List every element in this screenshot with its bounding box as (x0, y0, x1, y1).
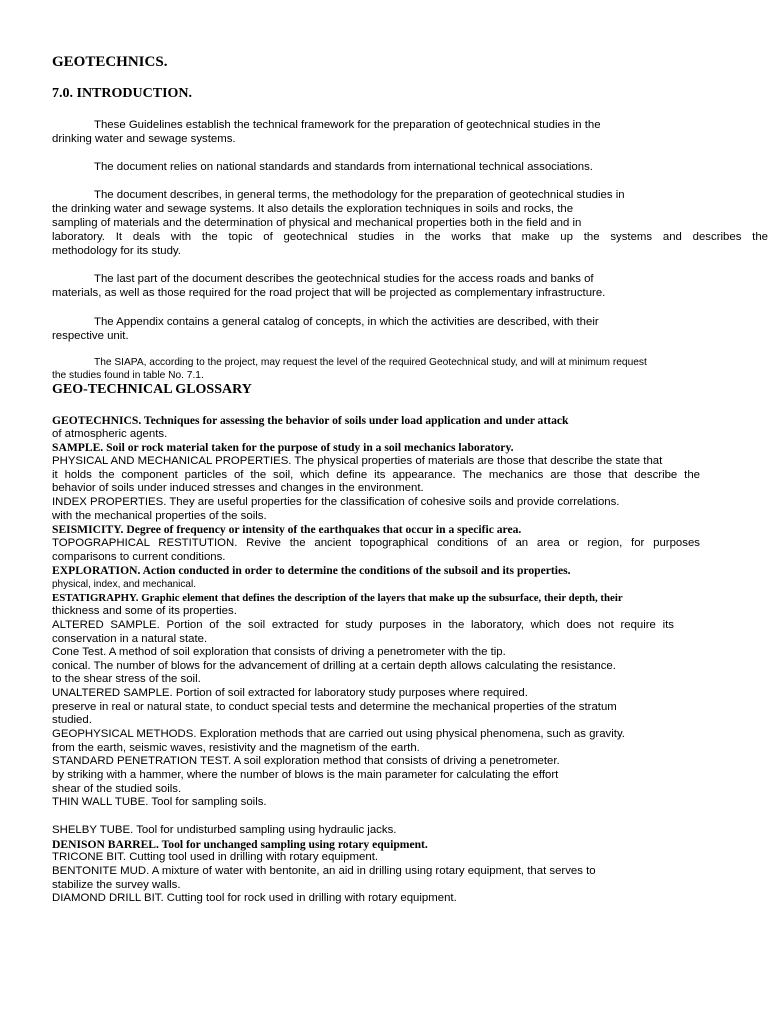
intro-paragraph-5 (52, 315, 768, 343)
intro-paragraph-4 (52, 272, 768, 300)
text-line: The document describes, in general terms, the methodology for the preparation of geotechnical studies in (94, 189, 625, 201)
glossary-term-line: GEOTECHNICS. Techniques for assessing the behavior of soils under load application and under attack (52, 414, 569, 427)
glossary-title: GEO-TECHNICAL GLOSSARY (52, 382, 252, 397)
text-line: The document relies on national standards and standards from international technical associations. (94, 161, 593, 173)
glossary-text-line: SHELBY TUBE. Tool for undisturbed sampling using hydraulic jacks. (52, 824, 397, 837)
glossary-text-line: TRICONE BIT. Cutting tool used in drilling with rotary equipment. (52, 851, 379, 864)
glossary-text-line: it holds the component particles of the soil, which define its appearance. The mechanics are those that describe the (52, 468, 700, 481)
glossary-list (52, 414, 702, 906)
glossary-text-line: preserve in real or natural state, to conduct special tests and determine the mechanical properties of the stratum (52, 700, 617, 713)
text-line: the drinking water and sewage systems. It also details the exploration techniques in soils and rocks, the (52, 203, 574, 215)
text-line: The last part of the document describes the geotechnical studies for the access roads and banks of (94, 273, 594, 285)
glossary-text-line: by striking with a hammer, where the number of blows is the main parameter for calculating the effort (52, 769, 559, 782)
document-title: GEOTECHNICS. (52, 54, 168, 70)
glossary-text-line: BENTONITE MUD. A mixture of water with bentonite, an aid in drilling using rotary equipment, that serves to (52, 865, 596, 877)
glossary-text-line: STANDARD PENETRATION TEST. A soil exploration method that consists of driving a penetrometer. (52, 755, 560, 768)
glossary-text-line: from the earth, seismic waves, resistivity and the magnetism of the earth. (52, 741, 420, 754)
glossary-term-line: SAMPLE. Soil or rock material taken for the purpose of study in a soil mechanics laboratory. (52, 441, 514, 455)
glossary-text-line: THIN WALL TUBE. Tool for sampling soils. (52, 796, 267, 809)
glossary-term-line: ESTATIGRAPHY. Graphic element that defines the description of the layers that make up the subsurface, their depth, their (52, 591, 623, 604)
glossary-term-line: DENISON BARREL. Tool for unchanged sampling using rotary equipment. (52, 837, 428, 851)
text-line: The Appendix contains a general catalog of concepts, in which the activities are described, with their (94, 316, 599, 328)
glossary-text-line: Cone Test. A method of soil exploration that consists of driving a penetrometer with the tip. (52, 646, 506, 659)
glossary-text-line: studied. (52, 714, 92, 727)
glossary-text-line: UNALTERED SAMPLE. Portion of soil extracted for laboratory study purposes where required. (52, 687, 528, 700)
glossary-text-line: stabilize the survey walls. (52, 878, 181, 891)
text-line: These Guidelines establish the technical framework for the preparation of geotechnical studies in the (94, 119, 601, 131)
text-line: respective unit. (52, 330, 129, 342)
glossary-text-line: of atmospheric agents. (52, 427, 168, 440)
glossary-text-line: DIAMOND DRILL BIT. Cutting tool for rock used in drilling with rotary equipment. (52, 892, 457, 905)
text-line: The SIAPA, according to the project, may request the level of the required Geotechnical study, and will at minimum request (94, 357, 647, 368)
intro-paragraph-1 (52, 118, 768, 146)
text-line: sampling of materials and the determination of physical and mechanical properties both in the field and in (52, 217, 582, 229)
glossary-text-line: INDEX PROPERTIES. They are useful properties for the classification of cohesive soils and provide correlations. (52, 495, 620, 508)
glossary-text-line: thickness and some of its properties. (52, 605, 237, 618)
text-line: materials, as well as those required for the road project that will be projected as complementary infrastructure. (52, 287, 606, 299)
text-line: the studies found in table No. 7.1. (52, 370, 204, 381)
intro-paragraph-3 (52, 188, 768, 258)
glossary-text-line: to the shear stress of the soil. (52, 673, 201, 686)
glossary-text-line: behavior of soils under induced stresses and changes in the environment. (52, 482, 424, 495)
glossary-text-line: GEOPHYSICAL METHODS. Exploration methods that are carried out using physical phenomena, such as gravity. (52, 728, 625, 741)
text-line: laboratory. It deals with the topic of geotechnical studies in the works that make up the systems and describes the (52, 231, 768, 243)
intro-paragraph-2 (52, 160, 768, 174)
glossary-text-line: shear of the studied soils. (52, 782, 182, 795)
intro-paragraph-6 (52, 356, 768, 382)
glossary-text-line: conical. The number of blows for the advancement of drilling at a certain depth allows calculating the resistance. (52, 659, 616, 672)
glossary-text-line: ALTERED SAMPLE. Portion of the soil extracted for study purposes in the laboratory, which does not require its (52, 618, 674, 631)
glossary-text-line: physical, index, and mechanical. (52, 578, 196, 590)
glossary-term-line: EXPLORATION. Action conducted in order to determine the conditions of the subsoil and its properties. (52, 564, 571, 578)
glossary-term-line: SEISMICITY. Degree of frequency or intensity of the earthquakes that occur in a specific area. (52, 523, 522, 537)
glossary-text-line: comparisons to current conditions. (52, 550, 226, 563)
glossary-text-line: with the mechanical properties of the soils. (52, 509, 267, 522)
section-heading: 7.0. INTRODUCTION. (52, 86, 193, 101)
text-line: methodology for its study. (52, 245, 181, 257)
spacer (52, 810, 702, 824)
text-line: drinking water and sewage systems. (52, 133, 236, 145)
glossary-text-line: TOPOGRAPHICAL RESTITUTION. Revive the ancient topographical conditions of an area or region, for purposes (52, 536, 700, 549)
glossary-text-line: PHYSICAL AND MECHANICAL PROPERTIES. The physical properties of materials are those that describe the state that (52, 454, 663, 467)
glossary-text-line: conservation in a natural state. (52, 632, 208, 645)
